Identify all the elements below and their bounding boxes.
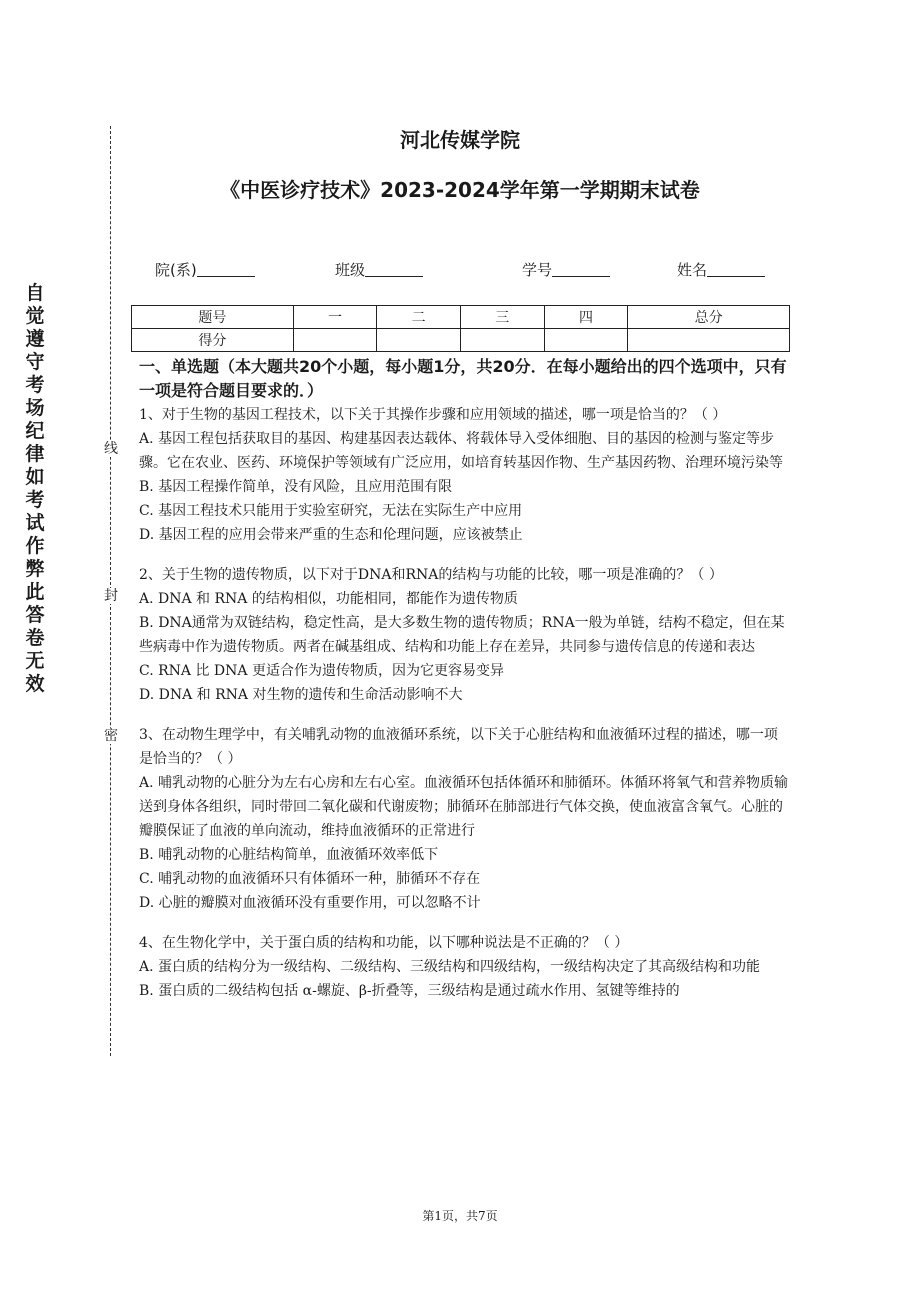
option-item: A. 基因工程包括获取目的基因、构建基因表达载体、将载体导入受体细胞、目的基因的检测与鉴定等步骤。它在农业、医药、环境保护等领域有广泛应用，如培育转基因作物、生产基因药物、治理环境污染等 (139, 431, 783, 471)
section-title: 一、单选题（本大题共20个小题，每小题1分，共20分．在每小题给出的四个选项中，只有一项是符合题目要求的．） (139, 357, 787, 400)
student-id-label: 学号 (522, 261, 553, 279)
option-item: A. DNA 和 RNA 的结构相似，功能相同，都能作为遗传物质 (139, 591, 518, 607)
name-blank[interactable] (707, 261, 765, 277)
option-item: D. DNA 和 RNA 对生物的遗传和生命活动影响不大 (139, 687, 463, 703)
score-cell[interactable] (293, 329, 377, 352)
department-blank[interactable] (197, 261, 255, 277)
option-item: C. 基因工程技术只能用于实验室研究，无法在实际生产中应用 (139, 503, 523, 519)
option-item: C. RNA 比 DNA 更适合作为遗传物质，因为它更容易变异 (139, 663, 504, 679)
option-item: D. 基因工程的应用会带来严重的生态和伦理问题，应该被禁止 (139, 527, 523, 543)
score-cell[interactable] (460, 329, 544, 352)
score-header-cell: 三 (460, 306, 544, 329)
score-table-header-row (132, 306, 790, 329)
option-item: B. DNA通常为双链结构，稳定性高，是大多数生物的遗传物质；RNA一般为单链，结构不稳定，但在某些病毒中作为遗传物质。两者在碱基组成、结构和功能上存在差异，共同参与遗传信息的传递和表达 (139, 615, 785, 655)
question-stem: 4、在生物化学中，关于蛋白质的结构和功能，以下哪种说法是不正确的？（ ） (139, 935, 629, 951)
page-number: 第1页，共7页 (422, 1209, 498, 1223)
option-item: B. 基因工程操作简单，没有风险，且应用范围有限 (139, 479, 453, 495)
class-blank[interactable] (365, 261, 423, 277)
question-stem: 2、关于生物的遗传物质，以下对于DNA和RNA的结构与功能的比较，哪一项是准确的？（ ） (139, 567, 723, 583)
score-header-cell: 总分 (628, 306, 790, 329)
score-cell[interactable] (628, 329, 790, 352)
option-item: A. 哺乳动物的心脏分为左右心房和左右心室。血液循环包括体循环和肺循环。体循环将氧气和营养物质输送到身体各组织，同时带回二氧化碳和代谢废物；肺循环在肺部进行气体交换，使血液富含氧气。心脏的瓣膜保证了血液的单向流动，维持血液循环的正常进行 (139, 775, 789, 839)
department-field[interactable] (155, 259, 255, 280)
score-header-cell: 四 (544, 306, 628, 329)
score-header-cell: 题号 (132, 306, 294, 329)
option-item: B. 哺乳动物的心脏结构简单，血液循环效率低下 (139, 847, 439, 863)
school-name: 河北传媒学院 (400, 128, 520, 152)
option-item: C. 哺乳动物的血液循环只有体循环一种，肺循环不存在 (139, 871, 481, 887)
score-table-score-row (132, 329, 790, 352)
score-table (131, 305, 790, 352)
student-info-row (155, 259, 775, 281)
name-label: 姓名 (677, 261, 708, 279)
student-id-blank[interactable] (552, 261, 610, 277)
score-header-cell: 二 (377, 306, 461, 329)
question-stem: 1、对于生物的基因工程技术，以下关于其操作步骤和应用领域的描述，哪一项是恰当的？（ ） (139, 407, 727, 423)
cut-mark-feng: 封 (104, 588, 118, 604)
class-label: 班级 (335, 261, 366, 279)
cut-mark-xian: 线 (104, 441, 118, 457)
exam-title: 《中医诊疗技术》2023-2024学年第一学期期末试卷 (220, 178, 700, 202)
score-row-label: 得分 (132, 329, 294, 352)
name-field[interactable] (677, 259, 765, 280)
question-stem: 3、在动物生理学中，有关哺乳动物的血液循环系统，以下关于心脏结构和血液循环过程的描述，哪一项是恰当的？（ ） (139, 727, 778, 767)
score-cell[interactable] (544, 329, 628, 352)
exam-rules-notice: 自觉遵守考场纪律如考试作弊此答卷无效 (25, 282, 45, 695)
question-list (139, 403, 789, 1003)
option-item: D. 心脏的瓣膜对血液循环没有重要作用，可以忽略不计 (139, 895, 481, 911)
cut-mark-mi: 密 (104, 728, 118, 744)
class-field[interactable] (335, 259, 423, 280)
score-header-cell: 一 (293, 306, 377, 329)
option-item: B. 蛋白质的二级结构包括 α-螺旋、β-折叠等，三级结构是通过疏水作用、氢键等维持的 (139, 983, 680, 999)
score-cell[interactable] (377, 329, 461, 352)
option-item: A. 蛋白质的结构分为一级结构、二级结构、三级结构和四级结构，一级结构决定了其高级结构和功能 (139, 959, 761, 975)
student-id-field[interactable] (522, 259, 610, 280)
department-label: 院(系) (155, 261, 197, 279)
